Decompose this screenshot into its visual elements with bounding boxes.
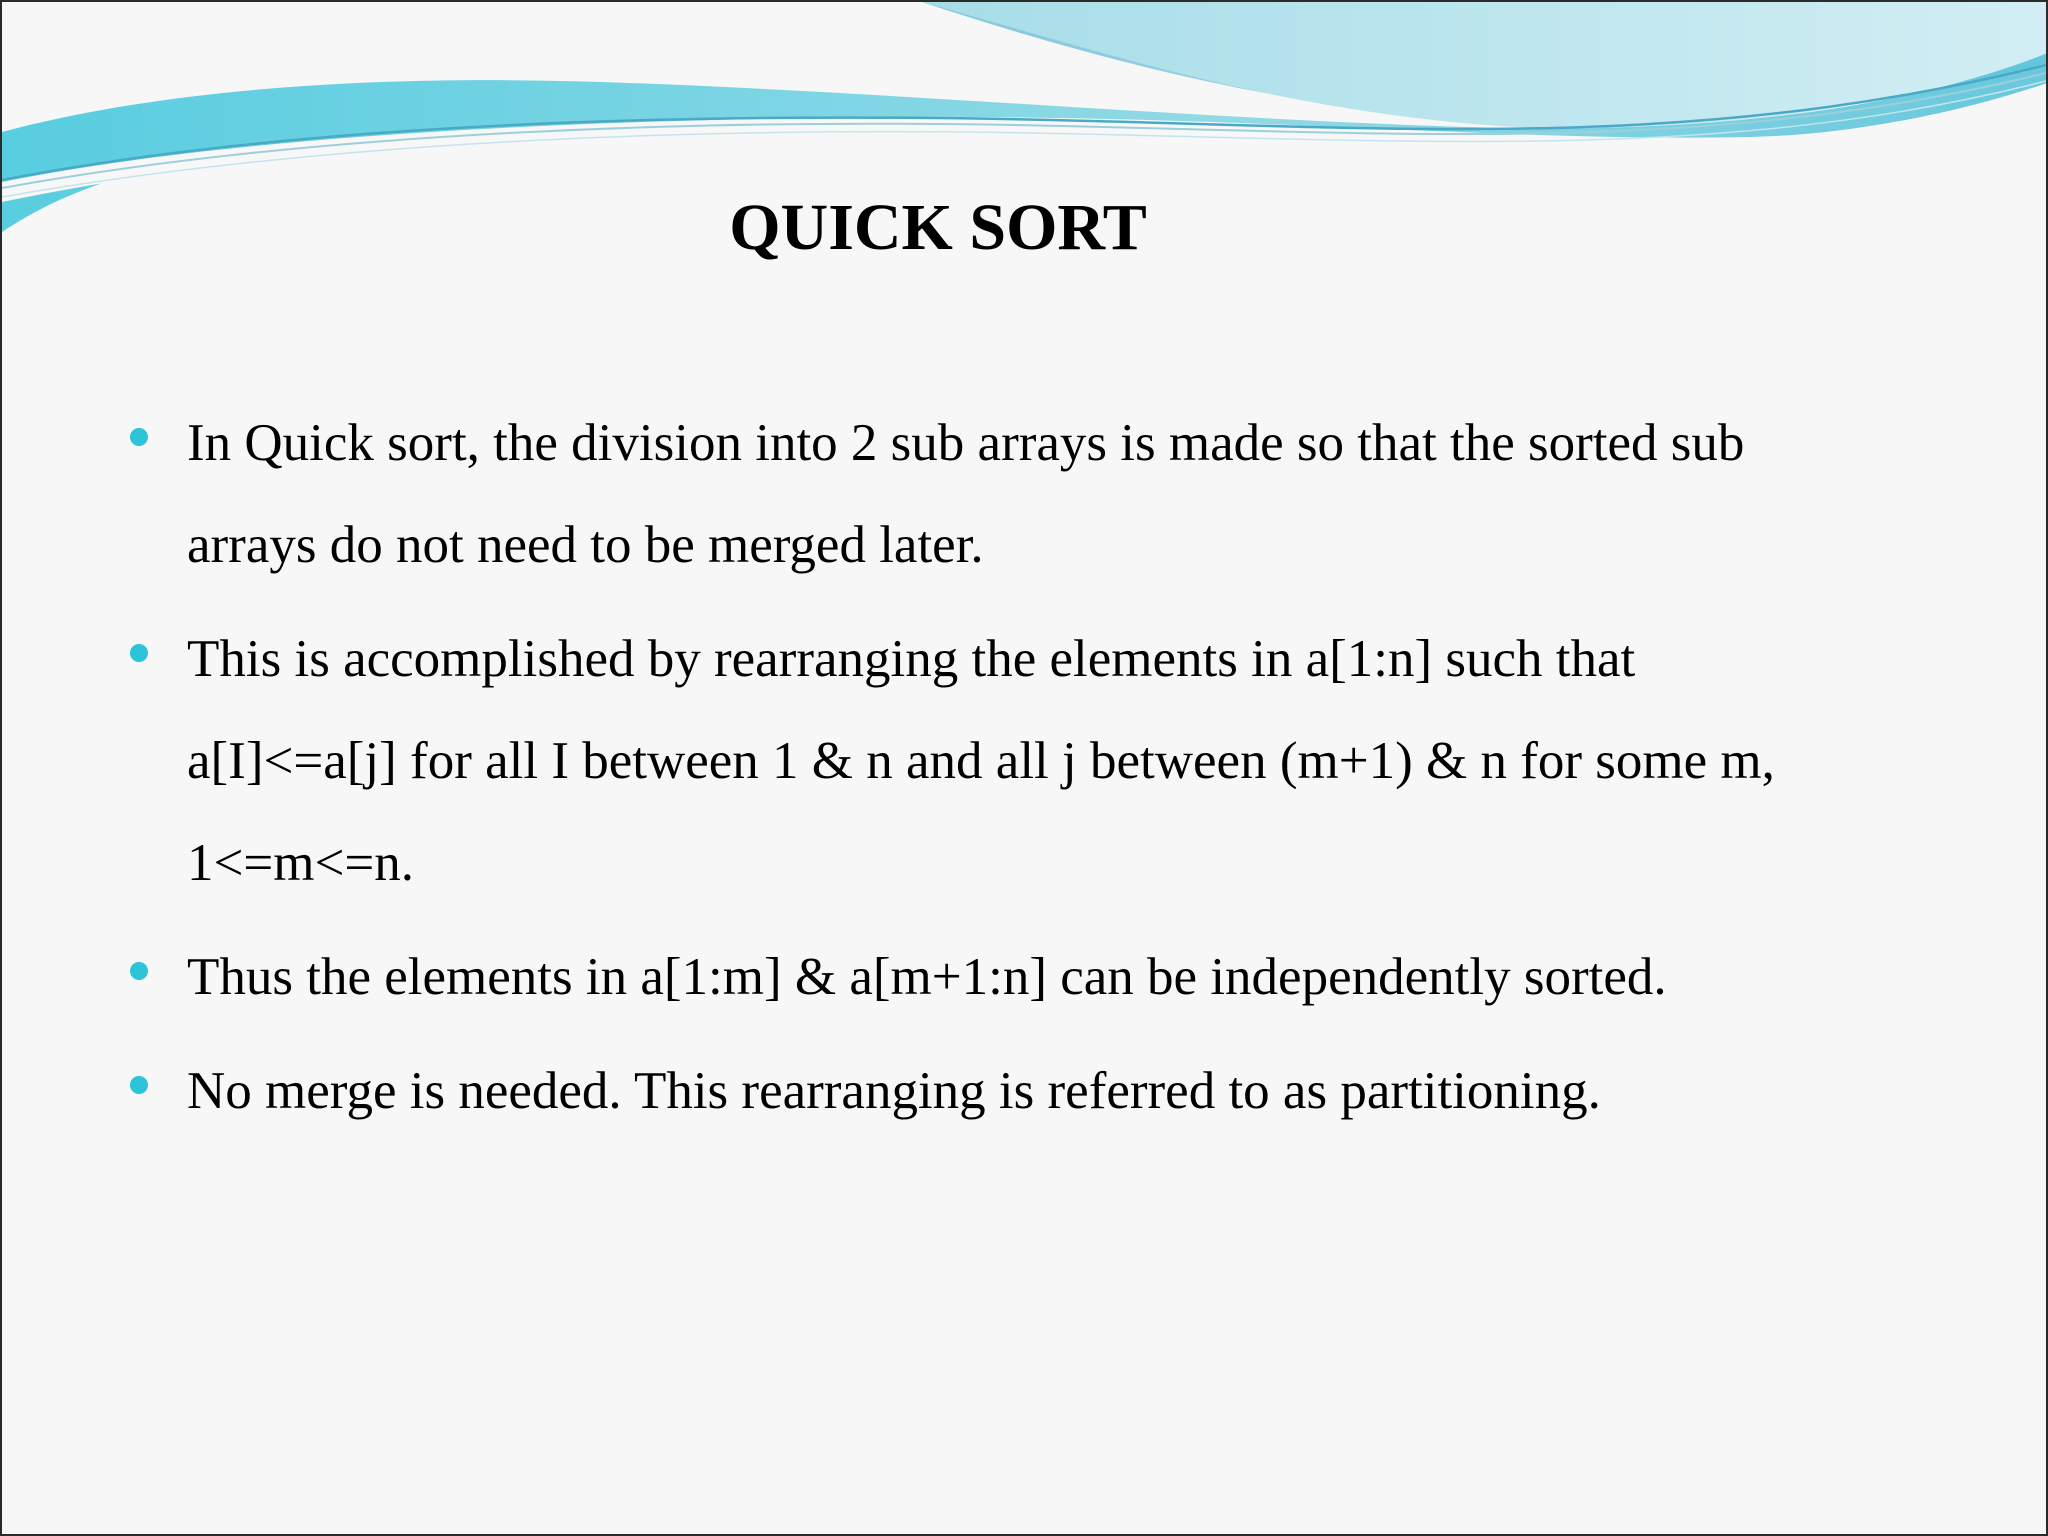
bullet-text-line: arrays do not need to be merged later.: [187, 516, 984, 574]
bullet-item: [128, 926, 1928, 1028]
bullet-dot-icon: [130, 1076, 148, 1094]
bullet-item: [128, 392, 1928, 596]
bullet-text-line: This is accomplished by rearranging the elements in a[1:n] such that: [187, 630, 1636, 688]
bullet-item: [128, 1040, 1928, 1142]
bullet-dot-icon: [130, 962, 148, 980]
bullet-item: [128, 608, 1928, 914]
bullet-text-line: No merge is needed. This rearranging is referred to as partitioning.: [187, 1062, 1601, 1120]
bullet-list: [128, 392, 1928, 1154]
bullet-text-line: In Quick sort, the division into 2 sub arrays is made so that the sorted sub: [187, 414, 1745, 472]
bullet-dot-icon: [130, 644, 148, 662]
bullet-text-line: Thus the elements in a[1:m] & a[m+1:n] can be independently sorted.: [187, 948, 1667, 1006]
slide-title: QUICK SORT: [729, 191, 1147, 264]
bullet-dot-icon: [130, 428, 148, 446]
bullet-text-line: a[I]<=a[j] for all I between 1 & n and all j between (m+1) & n for some m,: [187, 732, 1775, 790]
bullet-text-line: 1<=m<=n.: [187, 834, 415, 892]
